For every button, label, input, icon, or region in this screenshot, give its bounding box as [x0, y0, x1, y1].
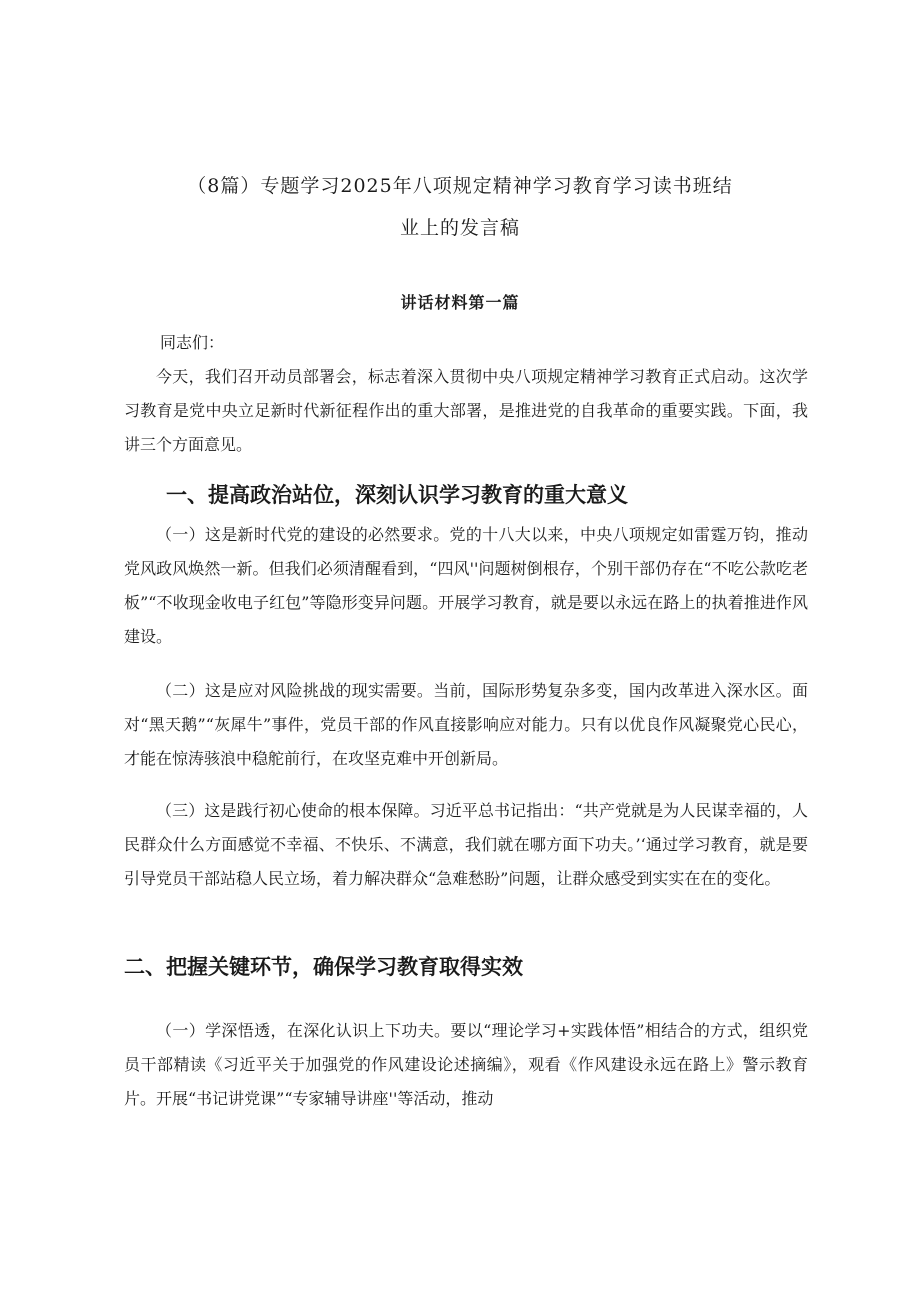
greeting: 同志们：: [160, 333, 225, 352]
intro-paragraph: 今天，我们召开动员部署会，标志着深入贯彻中央八项规定精神学习教育正式启动。这次学习教育是党中央立足新时代新征程作出的重大部署，是推进党的自我革命的重要实践。下面，我讲三个方面意见。: [124, 367, 808, 454]
heading-two: 二、把握关键环节，确保学习教育取得实效: [124, 955, 523, 979]
paragraph-2: （二）这是应对风险挑战的现实需要。当前，国际形势复杂多变，国内改革进入深水区。面对“黑天鹅”“灰犀牛”事件，党员干部的作风直接影响应对能力。只有以优良作风凝聚党心民心，才能在惊涛骇浪中稳舵前行，在攻坚克难中开创新局。: [124, 681, 808, 768]
paragraph-1: （一）这是新时代党的建设的必然要求。党的十八大以来，中央八项规定如雷霆万钧，推动党风政风焕然一新。但我们必须清醒看到，“四风''问题树倒根存，个别干部仍存在“不吃公款吃老板”“不收现金收电子红包”等隐形变异问题。开展学习教育，就是要以永远在路上的执着推进作风建设。: [124, 525, 808, 646]
document-title-line1: （8篇）专题学习2025年八项规定精神学习教育学习读书班结: [187, 175, 733, 197]
paragraph-3: （三）这是践行初心使命的根本保障。习近平总书记指出：“共产党就是为人民谋幸福的，人民群众什么方面感觉不幸福、不快乐、不满意，我们就在哪方面下功夫。’‘通过学习教育，就是要引导党员干部站稳人民立场，着力解决群众“急难愁盼”问题，让群众感受到实实在在的变化。: [124, 801, 808, 888]
heading-one: 一、提高政治站位，深刻认识学习教育的重大意义: [166, 483, 628, 507]
section-title: 讲话材料第一篇: [400, 293, 520, 312]
paragraph-4: （一）学深悟透，在深化认识上下功夫。要以“理论学习+实践体悟”相结合的方式，组织党员干部精读《习近平关于加强党的作风建设论述摘编》，观看《作风建设永远在路上》警示教育片。开展“书记讲党课”“专家辅导讲座''等活动，推动: [124, 1021, 808, 1108]
document-title-line2: 业上的发言稿: [399, 217, 520, 239]
